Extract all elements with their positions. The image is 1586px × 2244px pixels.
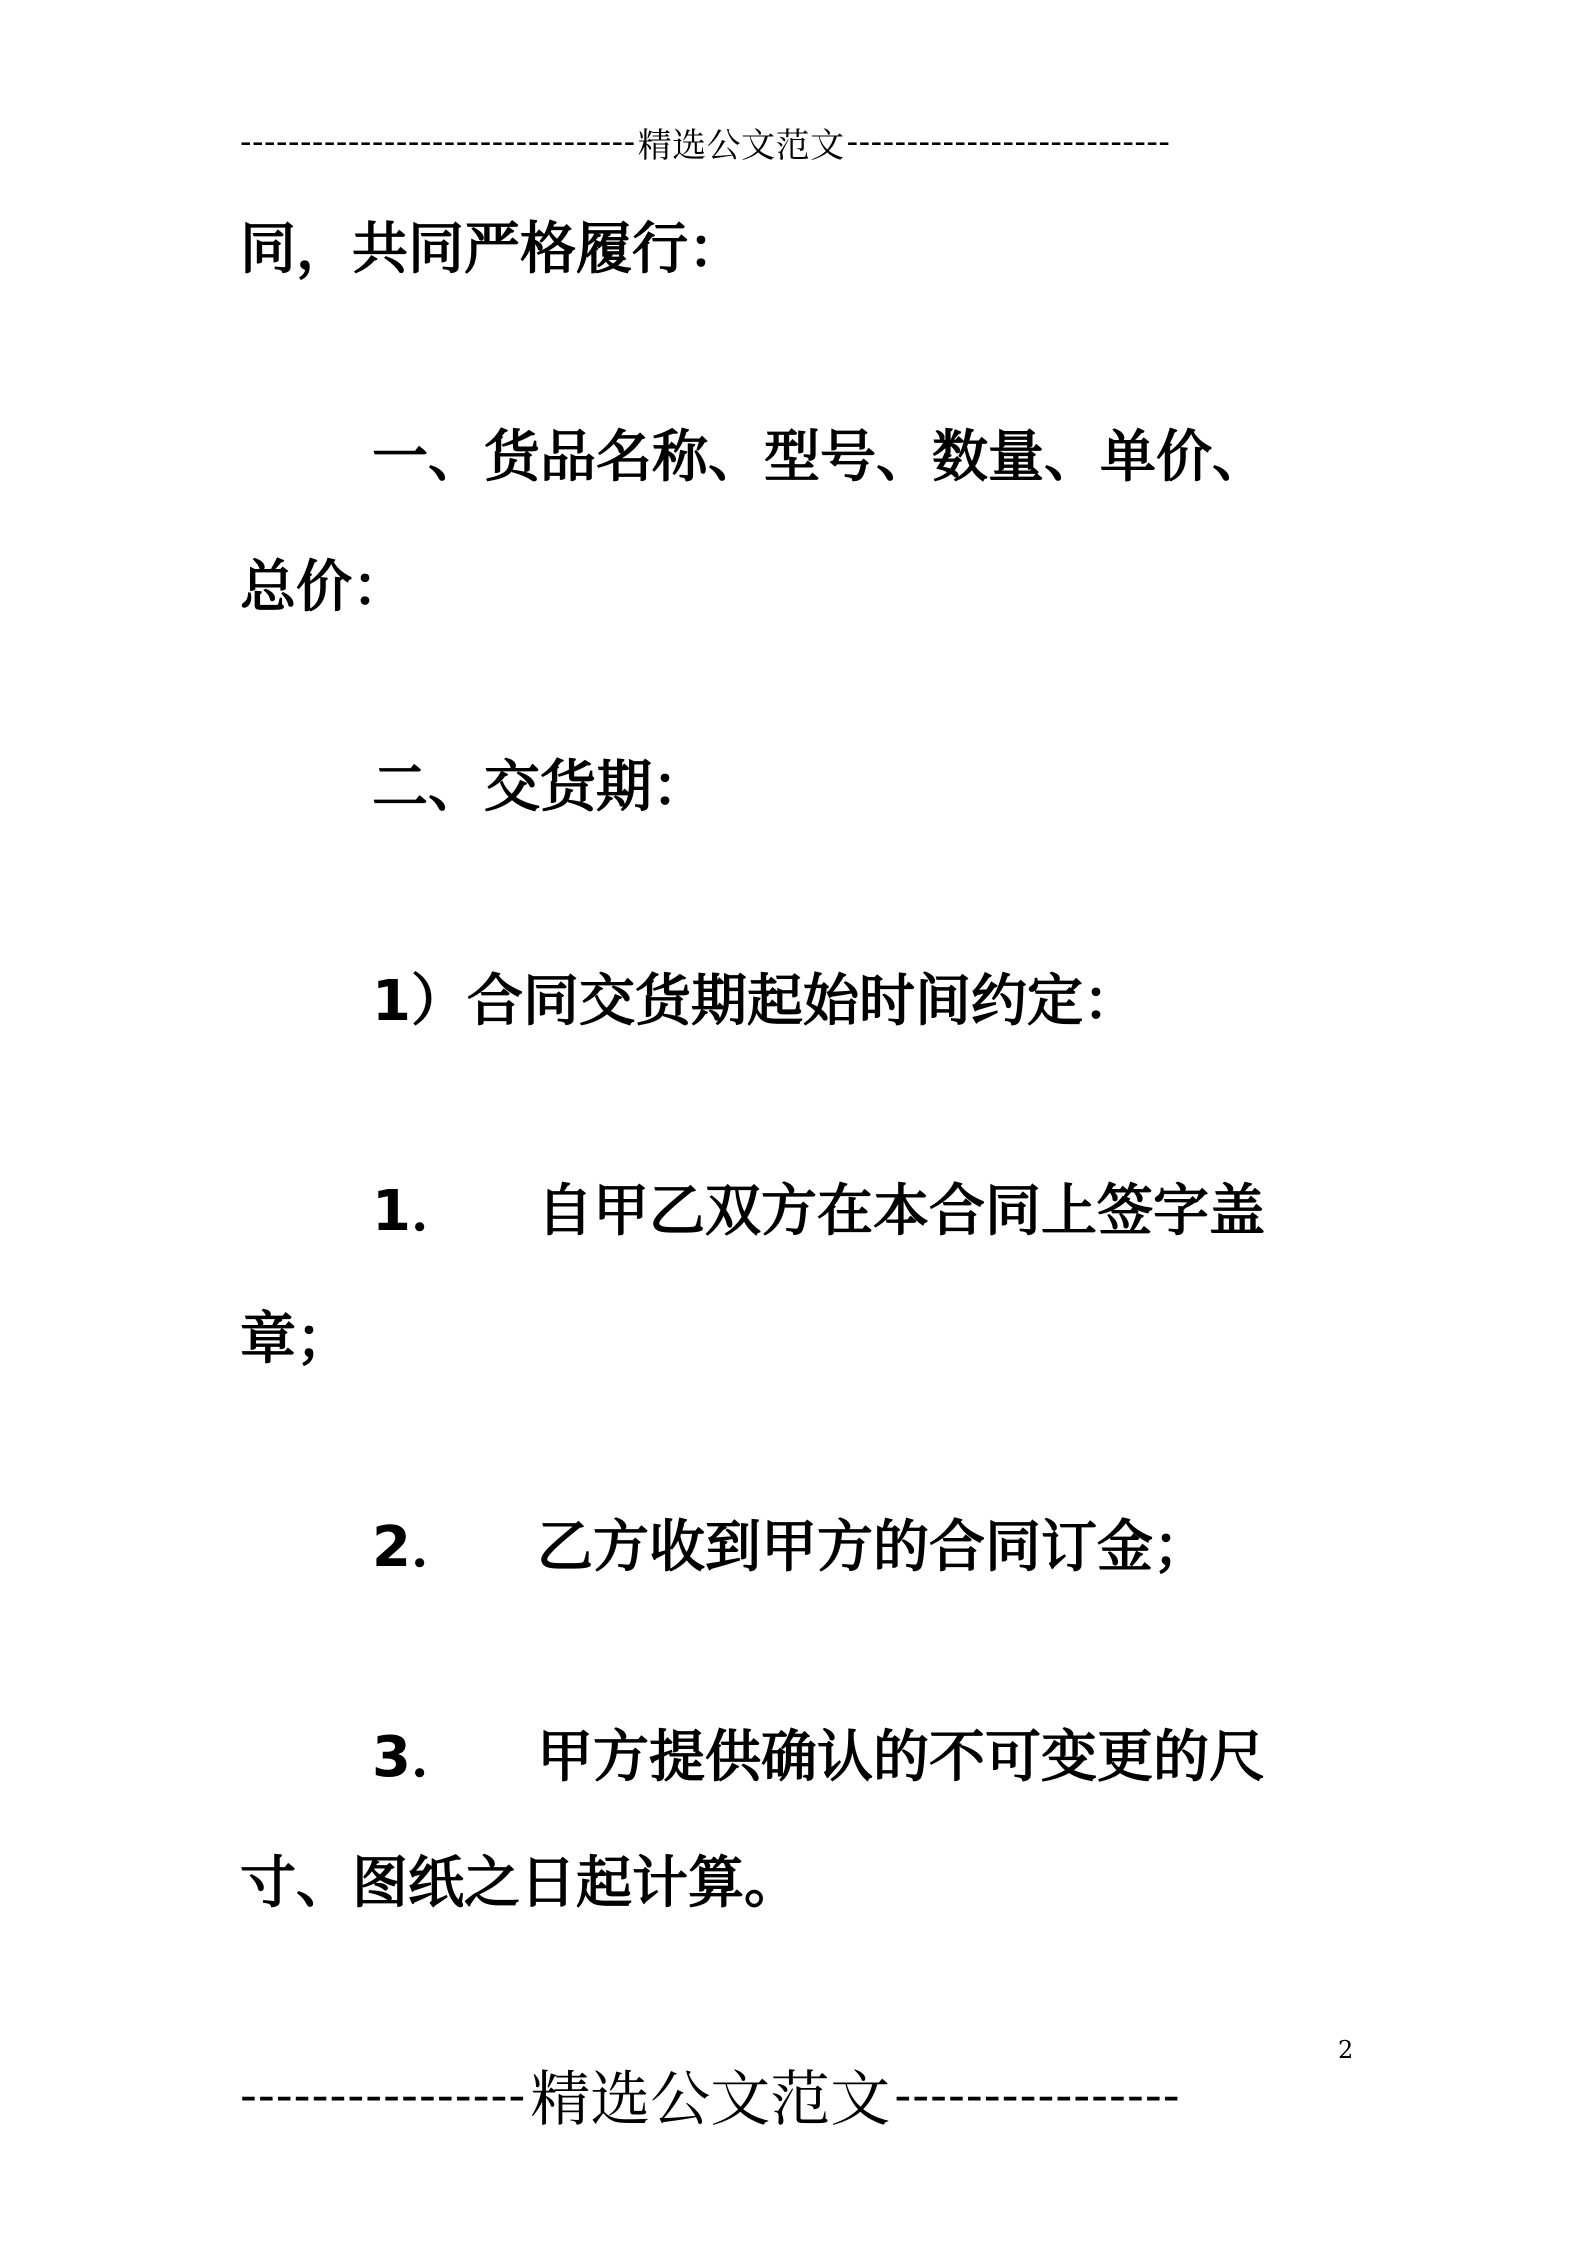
list-text-2: 乙方收到甲方的合同订金； — [536, 1515, 1209, 1580]
footer-title: 精选公文范文 — [530, 2065, 891, 2135]
header-title: 精选公文范文 — [637, 125, 845, 166]
footer-dashes-right: ---------------- — [894, 2066, 1181, 2124]
page-number: 2 — [1338, 2036, 1354, 2064]
footer-dashes-left: ---------------- — [240, 2066, 527, 2124]
list-text-1: 自甲乙双方在本合同上签字盖 — [536, 1179, 1265, 1244]
page-header — [240, 112, 1350, 172]
body-line-6 — [372, 1172, 1352, 1252]
body-line-8 — [372, 1508, 1352, 1588]
list-text-3: 甲方提供确认的不可变更的尺 — [536, 1725, 1265, 1790]
page-footer — [240, 2050, 1350, 2140]
body-line-10: 寸、图纸之日起计算。 — [240, 1851, 800, 1916]
header-dashes-left: --------------------------------- — [240, 122, 636, 162]
body-line-4: 二、交货期： — [372, 755, 708, 820]
body-line-3: 总价： — [240, 555, 408, 620]
body-line-2: 一、货品名称、型号、数量、单价、 — [372, 425, 1268, 490]
header-dashes-right: --------------------------- — [846, 122, 1171, 162]
list-number-1: 1． — [372, 1179, 467, 1244]
body-line-5: 1）合同交货期起始时间约定： — [372, 969, 1139, 1034]
list-number-2: 2． — [372, 1515, 467, 1580]
body-line-1: 同，共同严格履行： — [240, 217, 744, 282]
body-line-9 — [372, 1718, 1352, 1798]
body-line-7: 章； — [240, 1307, 352, 1372]
list-number-3: 3． — [372, 1725, 467, 1790]
